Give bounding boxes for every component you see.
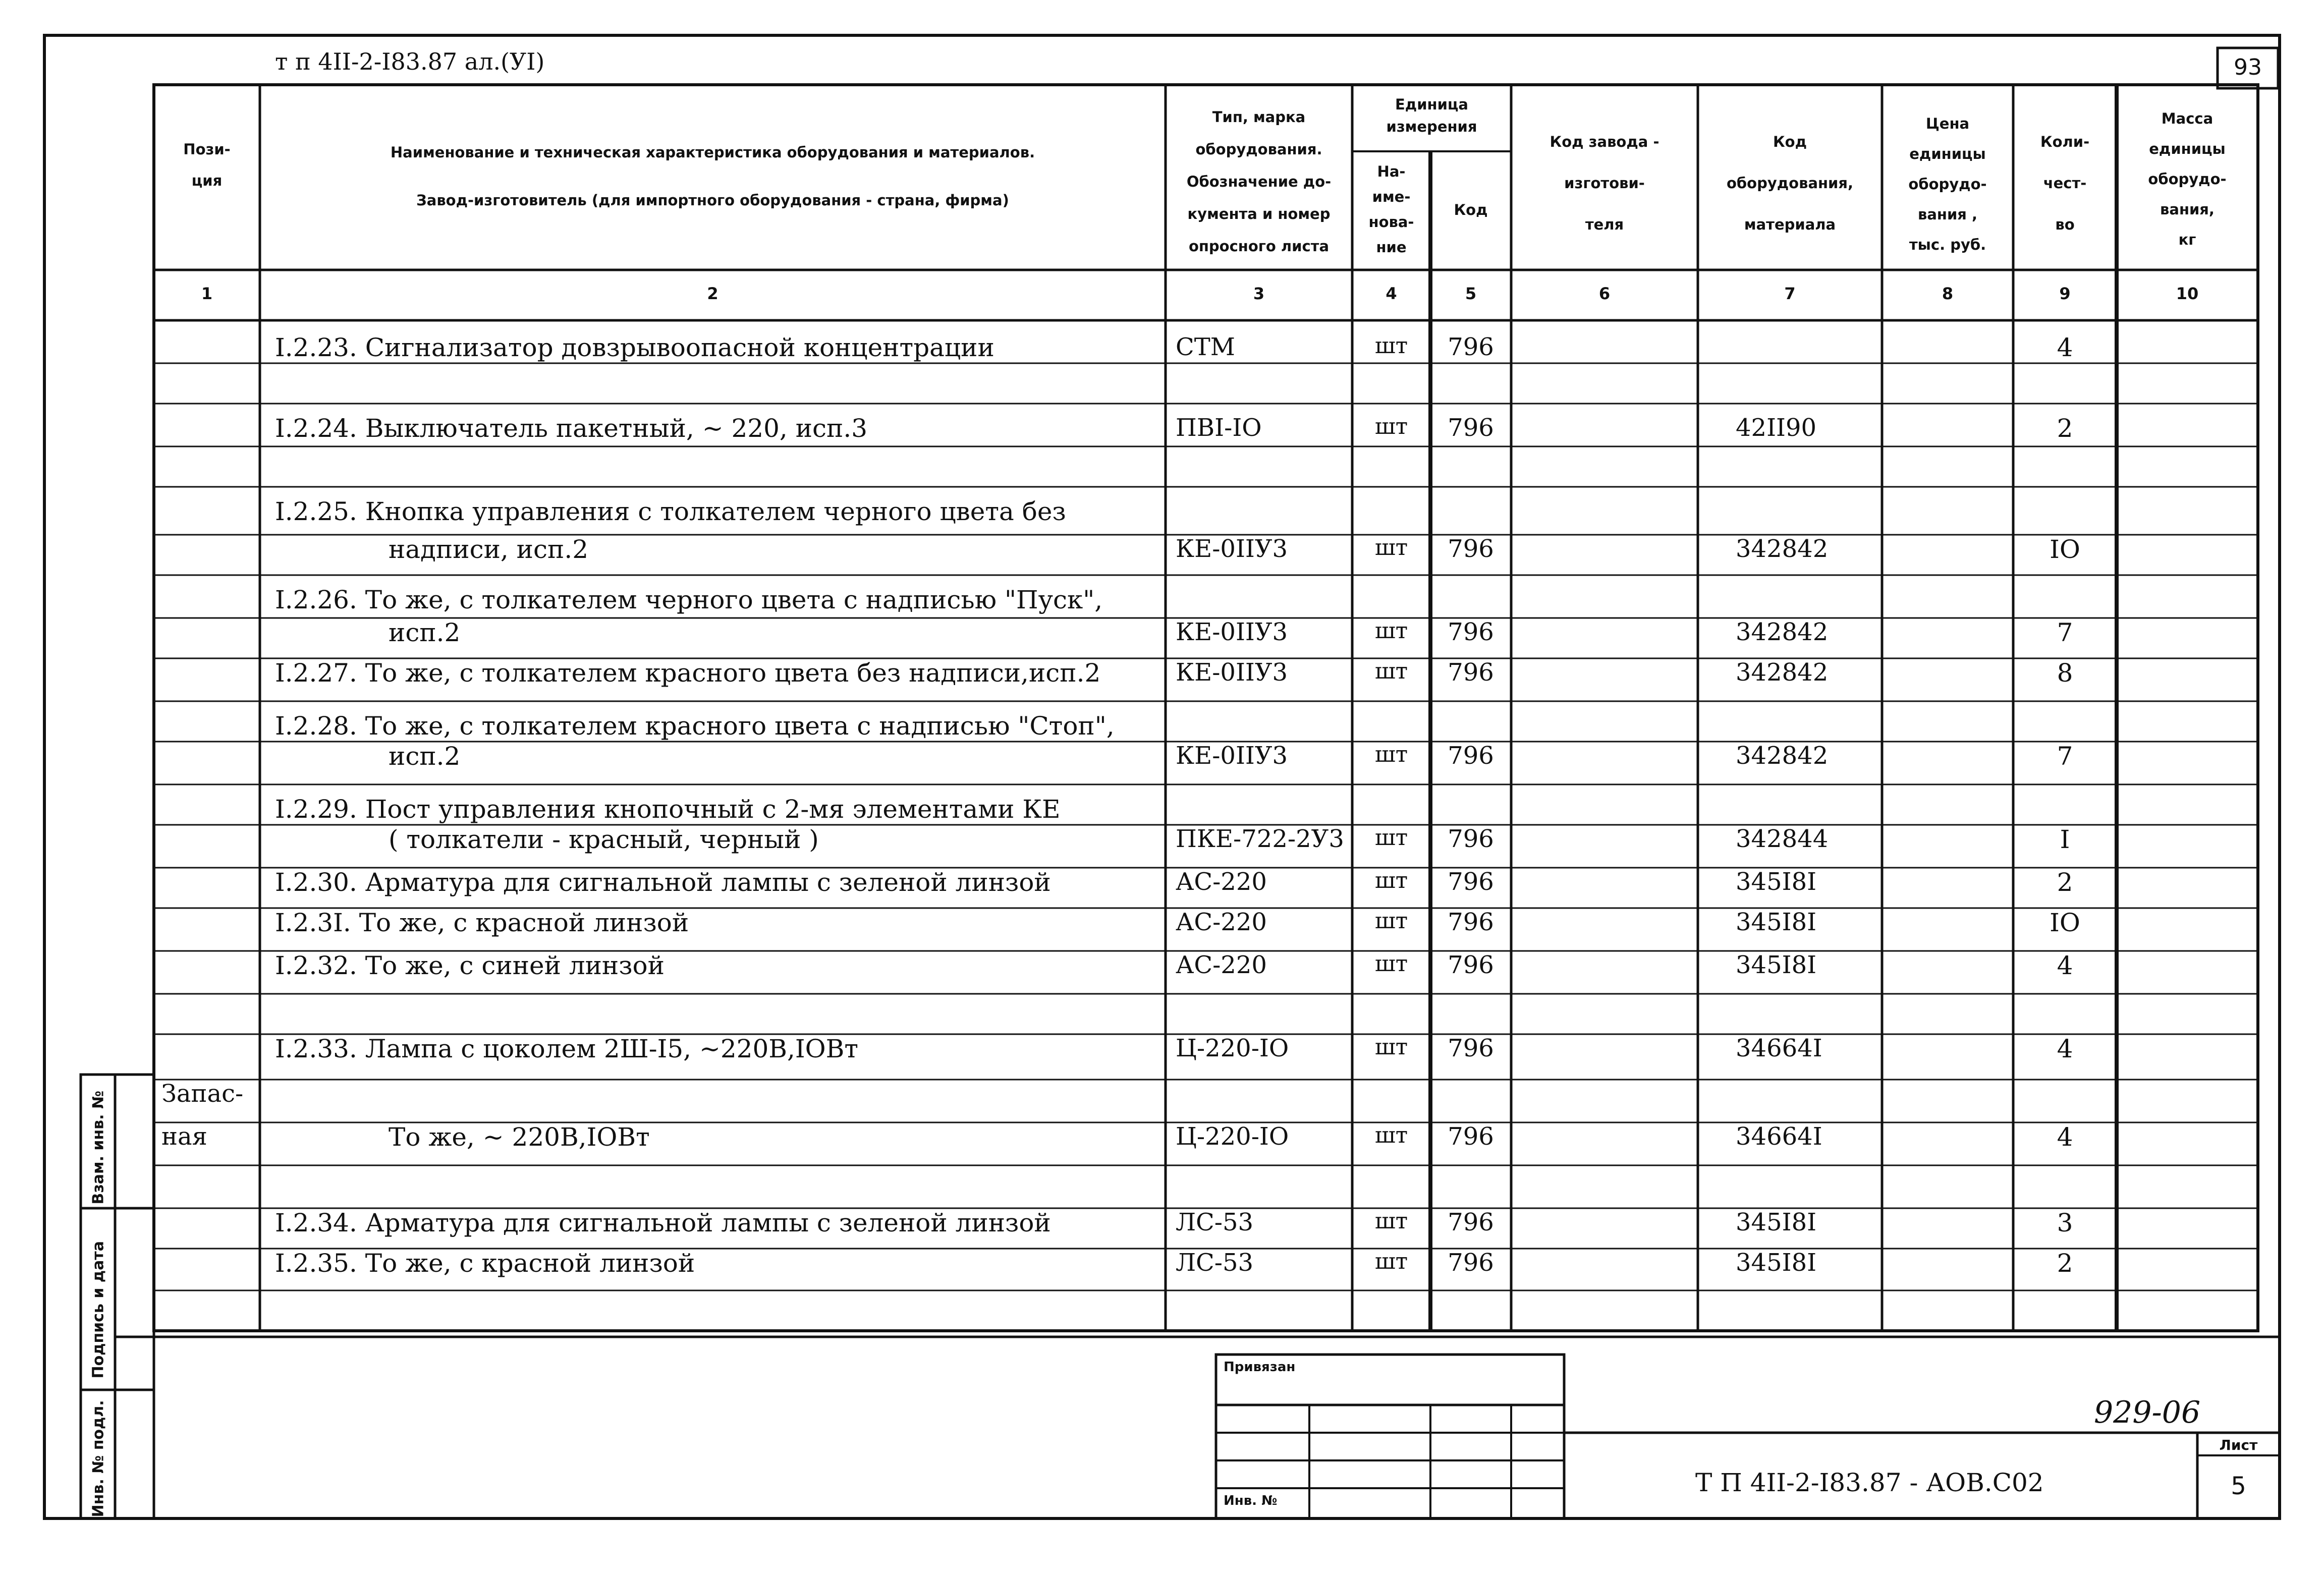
row-name: I.2.3I. То же, с красной линзой xyxy=(275,908,689,937)
row-equip-code: 345I8I xyxy=(1736,1249,1817,1277)
row-unit-code: 796 xyxy=(1448,1034,1494,1062)
row-name: надписи, исп.2 xyxy=(389,535,589,564)
row-equip-code: 342842 xyxy=(1736,742,1829,770)
header-col8 xyxy=(1882,108,2013,260)
header-col10-line4: вания, xyxy=(2160,201,2215,218)
row-unit: шт xyxy=(1374,414,1408,439)
row-unit-code: 796 xyxy=(1448,868,1494,896)
row-type: ПКЕ-722-2У3 xyxy=(1176,825,1344,853)
row-unit-code: 796 xyxy=(1448,535,1494,563)
header-col3-line3: Обозначение до- xyxy=(1186,173,1332,190)
doc-code: Т П 4II-2-I83.87 - АОВ.С02 xyxy=(1695,1468,2044,1497)
row-unit-code: 796 xyxy=(1448,1208,1494,1236)
row-unit-code: 796 xyxy=(1448,1249,1494,1277)
row-unit: шт xyxy=(1374,1249,1408,1274)
row-qty: 7 xyxy=(2057,742,2073,771)
row-name: I.2.28. То же, с толкателем красного цвета с надписью "Стоп", xyxy=(275,711,1115,741)
row-unit: шт xyxy=(1374,825,1408,851)
header-col9 xyxy=(2013,121,2117,245)
row-unit-code: 796 xyxy=(1448,618,1494,646)
row-name: исп.2 xyxy=(389,742,461,771)
album-code: 929-06 xyxy=(2094,1395,2201,1430)
row-qty: 4 xyxy=(2057,951,2073,980)
header-col45-line2: измерения xyxy=(1386,118,1477,135)
row-name: I.2.23. Сигнализатор довзрывоопасной концентрации xyxy=(275,333,994,362)
row-unit-code: 796 xyxy=(1448,742,1494,770)
row-equip-code: 345I8I xyxy=(1736,908,1817,936)
row-type: АС-220 xyxy=(1176,908,1267,936)
row-type: КЕ-0IIУ3 xyxy=(1176,535,1288,563)
row-type: КЕ-0IIУ3 xyxy=(1176,658,1288,687)
row-unit: шт xyxy=(1374,1034,1408,1060)
row-unit-code: 796 xyxy=(1448,908,1494,936)
row-type: Ц-220-IO xyxy=(1176,1122,1289,1151)
row-qty: 3 xyxy=(2057,1208,2073,1237)
header-col1-line2: ция xyxy=(191,172,223,189)
row-equip-code: 345I8I xyxy=(1736,951,1817,979)
row-equip-code: 342842 xyxy=(1736,618,1829,646)
row-name: ( толкатели - красный, черный ) xyxy=(389,825,819,854)
header-col4-line2: име- xyxy=(1372,188,1411,205)
colnum-7: 7 xyxy=(1784,284,1796,303)
header-col2-line2: Завод-изготовитель (для импортного оборудования - страна, фирма) xyxy=(416,192,1009,209)
colnum-2: 2 xyxy=(707,284,718,303)
row-name: I.2.25. Кнопка управления с толкателем черного цвета без xyxy=(275,497,1066,526)
row-unit: шт xyxy=(1374,1208,1408,1234)
row-unit-code: 796 xyxy=(1448,951,1494,979)
header-col4-line4: ние xyxy=(1376,239,1407,256)
row-unit: шт xyxy=(1374,535,1408,560)
row-equip-code: 34664I xyxy=(1736,1122,1822,1151)
row-type: ПВI-IO xyxy=(1176,414,1262,442)
row-type: СТМ xyxy=(1176,333,1235,361)
row-name: I.2.35. То же, с красной линзой xyxy=(275,1249,695,1278)
colnum-6: 6 xyxy=(1598,284,1611,303)
row-unit: шт xyxy=(1374,618,1408,644)
row-name: I.2.24. Выключатель пакетный, ~ 220, исп.3 xyxy=(275,414,868,443)
row-type: ЛС-53 xyxy=(1176,1249,1254,1277)
sheet-top-title: т п 4II-2-I83.87 ал.(УI) xyxy=(275,48,545,75)
row-unit-code: 796 xyxy=(1448,414,1494,442)
header-col2 xyxy=(260,129,1166,224)
header-col6-line3: теля xyxy=(1585,216,1624,233)
row-type: АС-220 xyxy=(1176,951,1267,979)
row-equip-code: 345I8I xyxy=(1736,1208,1817,1236)
row-qty: 8 xyxy=(2057,658,2073,688)
list-number: 5 xyxy=(2231,1472,2246,1500)
row-qty: IO xyxy=(2050,908,2080,937)
header-col9-line1: Коли- xyxy=(2040,133,2090,150)
header-col10 xyxy=(2117,103,2258,255)
header-col10-line2: единицы xyxy=(2149,140,2226,157)
header-col3-line4: кумента и номер xyxy=(1187,205,1331,222)
colnum-8: 8 xyxy=(1942,284,1954,303)
header-col10-line1: Масса xyxy=(2161,110,2214,127)
inv-label: Инв. № xyxy=(1224,1493,1278,1508)
header-col1 xyxy=(154,134,260,196)
header-col7-line1: Код xyxy=(1773,133,1807,150)
header-col45 xyxy=(1352,93,1511,138)
row-name: I.2.33. Лампа с цоколем 2Ш-I5, ~220В,IОВт xyxy=(275,1034,859,1063)
header-col5: Код xyxy=(1454,201,1488,218)
row-type: ЛС-53 xyxy=(1176,1208,1254,1236)
row-unit-code: 796 xyxy=(1448,333,1494,361)
header-col10-line3: оборудо- xyxy=(2148,171,2227,188)
header-col6-line1: Код завода - xyxy=(1550,133,1659,150)
header-col6 xyxy=(1511,121,1698,245)
row-unit: шт xyxy=(1374,951,1408,977)
header-col7-line3: материала xyxy=(1744,216,1836,233)
header-col3 xyxy=(1166,101,1352,262)
row-unit-code: 796 xyxy=(1448,825,1494,853)
page-number: 93 xyxy=(2234,54,2262,80)
header-col8-line3: оборудо- xyxy=(1908,176,1987,193)
row-position: ная xyxy=(161,1122,207,1151)
header-col8-line4: вания , xyxy=(1917,206,1977,223)
header-col9-line3: во xyxy=(2055,216,2075,233)
header-col3-line5: опросного листа xyxy=(1188,238,1330,255)
row-position: Запас- xyxy=(161,1080,244,1108)
row-unit: шт xyxy=(1374,658,1408,684)
row-qty: 4 xyxy=(2057,1122,2073,1152)
header-col7-line2: оборудования, xyxy=(1726,175,1854,192)
colnum-3: 3 xyxy=(1253,284,1265,303)
header-col8-line1: Цена xyxy=(1925,115,1970,132)
bound-label: Привязан xyxy=(1224,1360,1296,1375)
header-col45-line1: Единица xyxy=(1395,96,1468,113)
side-label-podpis: Подпись и дата xyxy=(89,1241,107,1379)
row-unit-code: 796 xyxy=(1448,658,1494,687)
row-unit: шт xyxy=(1374,908,1408,934)
header-col3-line1: Тип, марка xyxy=(1212,108,1306,126)
row-unit: шт xyxy=(1374,742,1408,767)
row-unit: шт xyxy=(1374,868,1408,893)
row-unit: шт xyxy=(1374,1122,1408,1148)
row-name: I.2.34. Арматура для сигнальной лампы с зеленой линзой xyxy=(275,1208,1051,1237)
row-type: Ц-220-IO xyxy=(1176,1034,1289,1062)
colnum-4: 4 xyxy=(1386,284,1397,303)
header-col1-line1: Пози- xyxy=(183,141,231,158)
row-qty: 4 xyxy=(2057,333,2073,362)
header-col4-line1: На- xyxy=(1377,163,1406,180)
row-name: I.2.29. Пост управления кнопочный с 2-мя элементами КЕ xyxy=(275,795,1061,824)
side-label-vzam: Взам. инв. № xyxy=(89,1090,107,1205)
row-qty: 4 xyxy=(2057,1034,2073,1063)
header-col4-line3: нова- xyxy=(1368,213,1414,231)
header-col6-line2: изготови- xyxy=(1564,175,1645,192)
header-col9-line2: чест- xyxy=(2043,175,2087,192)
row-qty: 2 xyxy=(2057,868,2073,897)
row-qty: IO xyxy=(2050,535,2080,564)
colnum-5: 5 xyxy=(1465,284,1477,303)
header-col2-line1: Наименование и техническая характеристика оборудования и материалов. xyxy=(390,144,1035,161)
row-name: I.2.30. Арматура для сигнальной лампы с зеленой линзой xyxy=(275,868,1051,897)
row-unit-code: 796 xyxy=(1448,1122,1494,1151)
row-qty: 2 xyxy=(2057,1249,2073,1278)
header-col7 xyxy=(1698,121,1882,245)
header-col10-line5: кг xyxy=(2178,231,2196,248)
row-equip-code: 342844 xyxy=(1736,825,1829,853)
colnum-1: 1 xyxy=(201,284,213,303)
colnum-9: 9 xyxy=(2059,284,2071,303)
list-label: Лист xyxy=(2219,1437,2258,1453)
header-col8-line2: единицы xyxy=(1909,145,1986,162)
colnum-10: 10 xyxy=(2176,284,2199,303)
row-name: I.2.26. То же, с толкателем черного цвета с надписью "Пуск", xyxy=(275,585,1103,614)
row-name: То же, ~ 220В,IОВт xyxy=(389,1122,650,1152)
row-equip-code: 34664I xyxy=(1736,1034,1822,1062)
row-name: исп.2 xyxy=(389,618,461,647)
row-unit: шт xyxy=(1374,333,1408,359)
row-equip-code: 42II90 xyxy=(1736,414,1817,442)
header-col8-line5: тыс. руб. xyxy=(1909,236,1986,253)
row-type: КЕ-0IIУ3 xyxy=(1176,618,1288,646)
row-qty: 7 xyxy=(2057,618,2073,647)
row-type: АС-220 xyxy=(1176,868,1267,896)
header-col3-line2: оборудования. xyxy=(1195,141,1322,158)
side-label-inv-podl: Инв. № подл. xyxy=(89,1400,107,1517)
row-name: I.2.32. То же, с синей линзой xyxy=(275,951,665,980)
row-equip-code: 342842 xyxy=(1736,658,1829,687)
row-type: КЕ-0IIУ3 xyxy=(1176,742,1288,770)
header-col4 xyxy=(1352,159,1430,260)
row-qty: 2 xyxy=(2057,414,2073,443)
row-equip-code: 342842 xyxy=(1736,535,1829,563)
row-qty: I xyxy=(2060,825,2070,854)
row-equip-code: 345I8I xyxy=(1736,868,1817,896)
row-name: I.2.27. То же, с толкателем красного цвета без надписи,исп.2 xyxy=(275,658,1101,688)
